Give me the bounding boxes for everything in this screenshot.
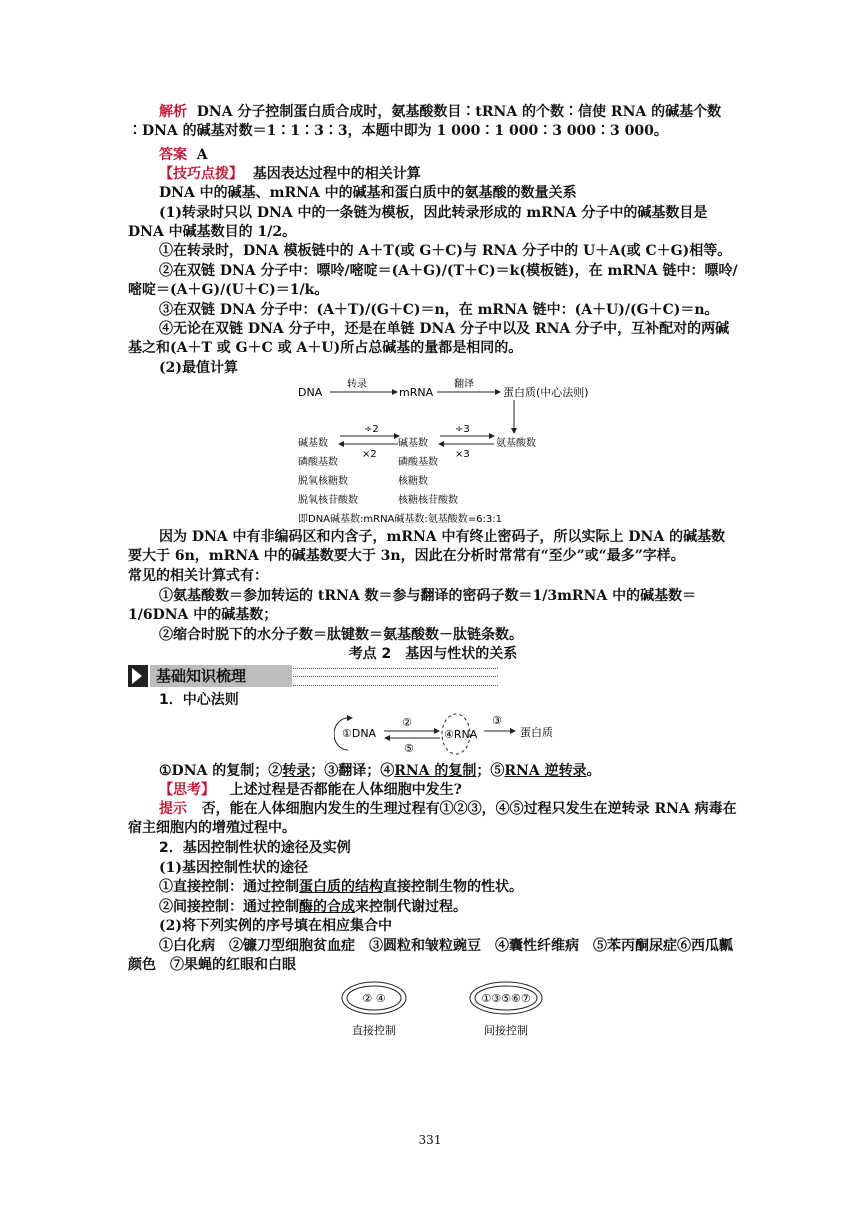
- banner-arrow-icon: [128, 665, 148, 687]
- banner-dots: [293, 668, 498, 686]
- indirect-control-line: [128, 898, 738, 917]
- transcription-arrowhead: [434, 728, 440, 734]
- direct-set-label: 直接控制: [352, 1024, 396, 1037]
- tip-p1b: ②在双链 DNA 分子中：嘌呤/嘧啶＝(A＋G)/(T＋C)＝k(模板链)，在 mRNA 链中：嘌呤/嘧啶＝(A＋G)/(U＋C)＝1/k。: [128, 263, 738, 298]
- calc-div3: ÷3: [455, 424, 470, 435]
- tip-p3: 因为 DNA 中有非编码区和内含子，mRNA 中有终止密码子，所以实际上 DNA 的碱基数要大于 6n，mRNA 中的碱基数要大于 3n，因此在分析时常常有“至少”或“最多”字样。: [128, 529, 726, 564]
- tip-heading: [128, 165, 738, 184]
- calc-diagram: [292, 378, 592, 526]
- tip-p1a: ①在转录时，DNA 模板链中的 A＋T(或 G＋C)与 RNA 分子中的 U＋A(或 C＋G)相等。: [159, 243, 732, 259]
- indirect-text: ②间接控制：通过控制: [159, 899, 299, 915]
- set-diagram: [330, 978, 570, 1044]
- fill-text: 。: [586, 763, 601, 779]
- col1-item: 脱氧核苷酸数: [298, 495, 358, 506]
- direct-set-items: ② ④: [362, 992, 386, 1005]
- section-banner: [128, 665, 500, 687]
- protein-down-arrowhead: [511, 428, 517, 434]
- central-fill-line: [128, 762, 738, 781]
- central-rna: ④RNA: [444, 728, 478, 741]
- direct-answer: 蛋白质的结构: [299, 879, 383, 895]
- tip-p1c: ③在双链 DNA 分子中：(A＋T)/(G＋C)＝n，在 mRNA 链中：(A＋U)/(G＋C)＝n。: [159, 302, 719, 318]
- fill-answer: 转录: [282, 763, 311, 779]
- transcription-arrowhead: [392, 389, 398, 395]
- col3-item: 氨基酸数: [496, 438, 536, 449]
- direct-control-line: [128, 878, 738, 897]
- hint-text: 否，能在人体细胞内发生的生理过程有①②③，④⑤过程只发生在逆转录 RNA 病毒在宿主细胞内的增殖过程中。: [128, 801, 737, 836]
- calc-ratio: 即DNA碱基数:mRNA碱基数:氨基酸数=6:3:1: [298, 514, 502, 525]
- gene-control-heading: 2．基因控制性状的途径及实例: [159, 840, 351, 856]
- calc-translation: 翻译: [454, 379, 474, 390]
- calc-mrna: mRNA: [399, 386, 434, 399]
- central-dna: ①DNA: [342, 727, 377, 740]
- calc-mul2: ×2: [362, 449, 377, 460]
- calc-mul3: ×3: [455, 449, 470, 460]
- dna-loop-arrowhead: [347, 715, 353, 721]
- tip-p6: ②缩合时脱下的水分子数＝肽键数＝氨基酸数－肽链条数。: [159, 627, 523, 643]
- tip-intro: DNA 中的碱基、mRNA 中的碱基和蛋白质中的氨基酸的数量关系: [159, 185, 577, 201]
- tip-p4: 常见的相关计算式有：: [128, 568, 268, 584]
- tip-p1: (1)转录时只以 DNA 中的一条链为模板，因此转录形成的 mRNA 分子中的碱基数目是 DNA 中碱基数目的 1/2。: [128, 205, 708, 240]
- mul3-arrowhead: [438, 441, 444, 447]
- tip-p2: (2)最值计算: [159, 360, 238, 376]
- col1-item: 脱氧核糖数: [298, 476, 348, 487]
- calc-transcription: 转录: [347, 379, 367, 390]
- tip-title: 基因表达过程中的相关计算: [252, 166, 421, 182]
- calc-dna: DNA: [298, 386, 323, 399]
- translation-arrowhead: [510, 728, 516, 734]
- answer-label: 答案: [159, 147, 187, 163]
- col2-item: 核糖核苷酸数: [398, 495, 458, 506]
- calc-protein: 蛋白质(中心法则): [503, 386, 589, 399]
- gene-control-sub2: (2)将下列实例的序号填在相应集合中: [159, 918, 392, 934]
- fill-text: ；③翻译；④: [310, 763, 395, 779]
- fill-text: ；⑤: [476, 763, 505, 779]
- analysis-label: 解析: [159, 104, 187, 120]
- indirect-set-label: 间接控制: [484, 1024, 528, 1037]
- fill-answer: RNA 的复制: [394, 763, 477, 779]
- banner-title: 基础知识梳理: [150, 665, 292, 687]
- col2-item: 碱基数: [398, 438, 428, 449]
- central-heading: 1．中心法则: [159, 692, 239, 708]
- hint-label: 提示: [159, 801, 187, 817]
- think-text: 上述过程是否都能在人体细胞中发生?: [229, 782, 462, 798]
- tip-p1d: ④无论在双链 DNA 分子中，还是在单链 DNA 分子中以及 RNA 分子中，互补配对的两碱基之和(A＋T 或 G＋C 或 A＋U)所占总碱基的量都是相同的。: [128, 321, 730, 356]
- translation-arrowhead: [495, 389, 501, 395]
- central-step2: ②: [402, 716, 412, 729]
- col1-item: 碱基数: [298, 438, 328, 449]
- central-dogma-diagram: [334, 710, 574, 758]
- examples-list: ①白化病 ②镰刀型细胞贫血症 ③圆粒和皱粒豌豆 ④囊性纤维病 ⑤苯丙酮尿症⑥西瓜瓤颜色 ⑦果蝇的红眼和白眼: [128, 938, 733, 973]
- calc-div2: ÷2: [364, 424, 379, 435]
- col1-item: 磷酸基数: [298, 457, 338, 468]
- reverse-transcription-arrowhead: [384, 735, 390, 741]
- mul2-arrowhead: [338, 441, 344, 447]
- central-protein: 蛋白质: [520, 726, 553, 739]
- indirect-answer: 酶的合成: [299, 899, 355, 915]
- indirect-set-items: ①③⑤⑥⑦: [481, 992, 531, 1005]
- direct-text: ①直接控制：通过控制: [159, 879, 299, 895]
- div3-arrowhead: [489, 433, 495, 439]
- page-number: 331: [418, 1133, 442, 1147]
- answer-value: A: [196, 147, 208, 163]
- indirect-text: 来控制代谢过程。: [355, 899, 467, 915]
- tip-p5: ①氨基酸数＝参加转运的 tRNA 数＝参与翻译的密码子数＝1/3mRNA 中的碱基数＝1/6DNA 中的碱基数；: [128, 588, 697, 623]
- think-label: 【思考】: [159, 782, 215, 798]
- direct-text: 直接控制生物的性状。: [383, 879, 523, 895]
- col2-item: 磷酸基数: [398, 457, 438, 468]
- col2-item: 核糖数: [398, 476, 428, 487]
- central-step3: ③: [492, 714, 502, 727]
- analysis-text: DNA 分子控制蛋白质合成时，氨基酸数目∶tRNA 的个数∶信使 RNA 的碱基个数∶DNA 的碱基对数＝1∶1∶3∶3，本题中即为 1 000∶1 000∶3 000∶3 000。: [128, 104, 722, 139]
- answer-line: [128, 146, 738, 165]
- analysis-paragraph: [128, 103, 738, 141]
- central-step5: ⑤: [404, 742, 414, 755]
- fill-text: ①DNA 的复制；②: [159, 763, 283, 779]
- fill-answer: RNA 逆转录: [504, 763, 587, 779]
- think-line: [128, 781, 738, 800]
- hint-paragraph: [128, 800, 738, 838]
- section-title: 考点 2 基因与性状的关系: [348, 646, 518, 662]
- tip-label: 【技巧点拨】: [159, 166, 243, 182]
- gene-control-sub1: (1)基因控制性状的途径: [159, 860, 308, 876]
